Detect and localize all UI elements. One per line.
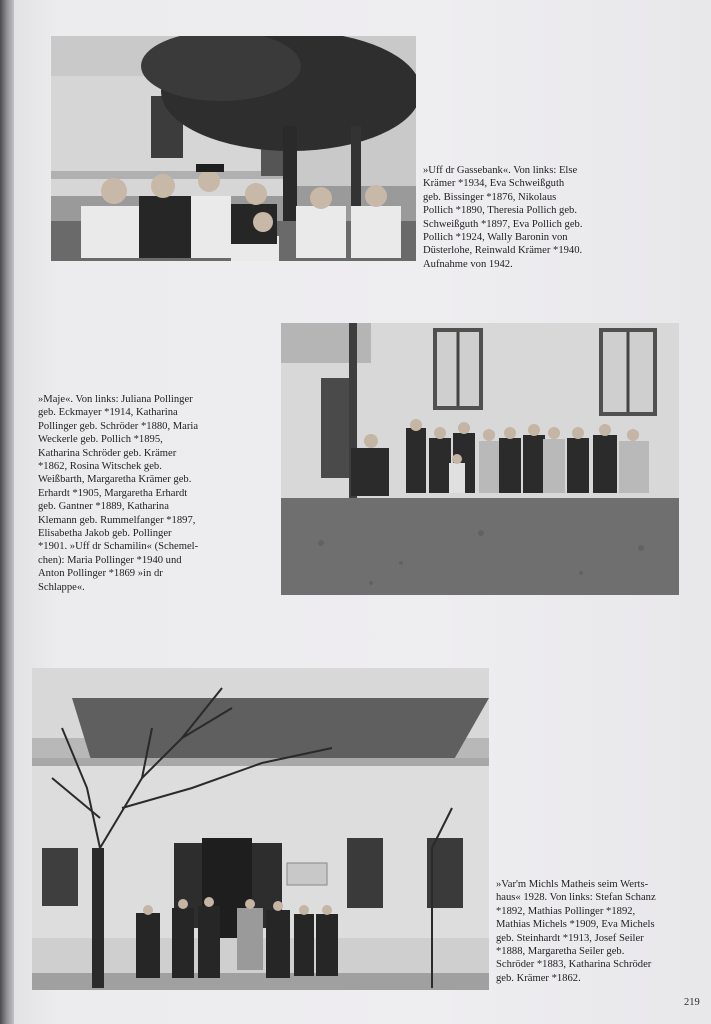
caption-line: Schlappe«.	[38, 581, 85, 593]
caption-line: chen): Maria Pollinger *1940 und	[38, 554, 182, 566]
caption-line: Düsterlohe, Reinwald Krämer *1940.	[423, 245, 583, 257]
caption-line: Weißbarth, Margaretha Krämer geb.	[38, 474, 192, 486]
caption-line: *1901. »Uff dr Schamilin« (Schemel-	[38, 541, 199, 553]
caption-line: Krämer *1934, Eva Schweißguth	[423, 178, 565, 190]
caption-line: Elisabetha Jakob geb. Pollinger	[38, 528, 172, 540]
caption-line: haus« 1928. Von links: Stefan Schanz	[496, 892, 656, 904]
caption-line: Aufnahme von 1942.	[423, 258, 513, 270]
caption-line: Klemann geb. Rummelfanger *1897,	[38, 514, 196, 526]
caption-line: geb. Bissinger *1876, Nikolaus	[423, 191, 557, 203]
caption-line: Erhardt *1905, Margaretha Erhardt	[38, 487, 188, 499]
caption-gassebank	[423, 164, 623, 271]
caption-line: geb. Eckmayer *1914, Katharina	[38, 407, 178, 419]
book-page	[14, 0, 711, 1024]
caption-line: *1892, Mathias Pollinger *1892,	[496, 905, 636, 917]
caption-line: Weckerle geb. Pollich *1895,	[38, 434, 163, 446]
caption-line: Schröder *1883, Katharina Schröder	[496, 959, 652, 971]
caption-line: »Maje«. Von links: Juliana Pollinger	[38, 394, 193, 405]
caption-line: Pollich *1924, Wally Baronin von	[423, 232, 568, 244]
caption-line: *1862, Rosina Witschek geb.	[38, 461, 162, 473]
caption-maje	[38, 393, 263, 594]
caption-line: Schweißguth *1897, Eva Pollich geb.	[423, 218, 583, 230]
caption-line: Katharina Schröder geb. Krämer	[38, 447, 177, 459]
caption-line: Mathias Michels *1909, Eva Michels	[496, 919, 655, 931]
caption-line: »Var'm Michls Matheis seim Werts-	[496, 879, 649, 890]
caption-line: *1888, Margaretha Seiler geb.	[496, 946, 625, 958]
caption-line: Anton Pollinger *1869 »in dr	[38, 568, 163, 580]
caption-line: Pollich *1890, Theresia Pollich geb.	[423, 205, 577, 217]
caption-line: geb. Steinhardt *1913, Josef Seiler	[496, 932, 644, 944]
caption-line: geb. Gantner *1889, Katharina	[38, 501, 169, 513]
photo-maje	[281, 323, 679, 595]
page-number: 219	[684, 997, 700, 1008]
caption-wertshaus	[496, 878, 696, 985]
caption-line: »Uff dr Gassebank«. Von links: Else	[423, 165, 578, 176]
caption-line: geb. Krämer *1862.	[496, 972, 581, 984]
caption-line: Pollinger geb. Schröder *1880, Maria	[38, 420, 199, 432]
photo-gassebank	[51, 36, 416, 261]
photo-wertshaus	[32, 668, 489, 990]
